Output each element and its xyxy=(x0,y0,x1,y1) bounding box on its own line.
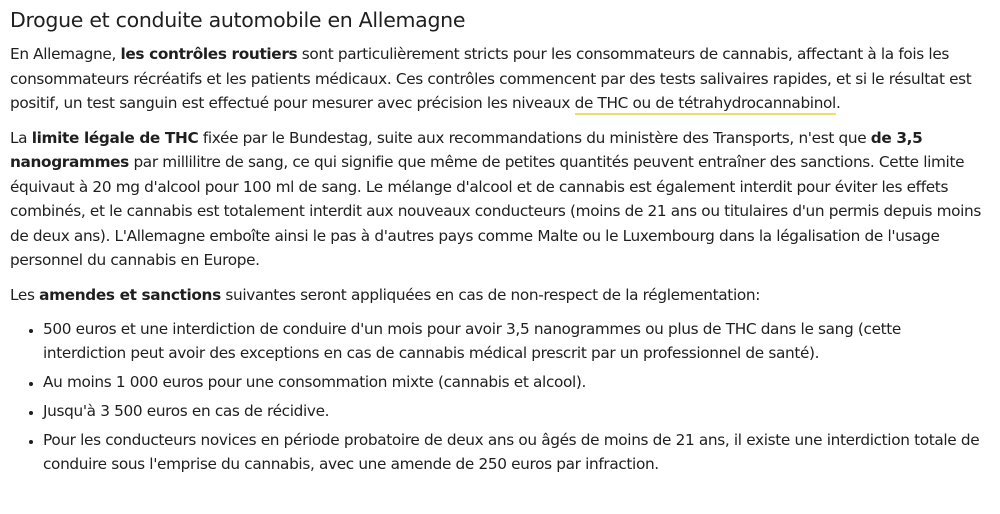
list-item: • 500 euros et une interdiction de conduire d'un mois pour avoir 3,5 nanogrammes ou plus de THC dans le sang (cette interdiction peut avoir des exceptions en cas de cannabis médical prescrit par un professionnel de santé). xyxy=(43,317,982,365)
list-item: • Pour les conducteurs novices en période probatoire de deux ans ou âgés de moins de 21 ans, il existe une interdiction totale de conduire sous l'emprise du cannabis, avec une amende de 250 euros par infraction. xyxy=(43,428,982,476)
text-run: fixée par le Bundestag, suite aux recommandations du ministère des Transports, n'est que xyxy=(198,128,871,147)
list-item: • Jusqu'à 3 500 euros en cas de récidive. xyxy=(43,399,982,423)
paragraph-thc-limit xyxy=(10,126,982,273)
article-heading: Drogue et conduite automobile en Allemagne xyxy=(10,8,466,32)
text-run: suivantes seront appliquées en cas de non-respect de la réglementation: xyxy=(220,285,761,304)
fines-list xyxy=(10,317,982,476)
text-run: En Allemagne, xyxy=(10,45,121,63)
text-run: . xyxy=(835,94,841,112)
list-item: • Au moins 1 000 euros pour une consommation mixte (cannabis et alcool). xyxy=(43,370,982,394)
text-run: Les xyxy=(10,285,40,304)
bold-fines: amendes et sanctions xyxy=(39,285,221,304)
bold-thc-limit: limite légale de THC xyxy=(31,128,199,147)
text-run: sont particulièrement stricts pour les consommateurs de cannabis, affectant à la fois les consommateurs récréatifs et les patients médicaux. Ces contrôles commencent par des tests salivaires rapides, et si le résultat est positif, un test sanguin est effectué pour mesurer avec précision les niveaux xyxy=(10,45,972,112)
bold-road-checks: les contrôles routiers xyxy=(120,45,298,63)
paragraph-fines-intro xyxy=(10,283,982,308)
thc-link[interactable]: de THC ou de tétrahydrocannabinol xyxy=(575,94,836,115)
text-run: La xyxy=(10,128,32,147)
bold-nanograms: de 3,5 nanogrammes xyxy=(10,128,923,171)
paragraph-road-checks xyxy=(10,42,982,116)
text-run: par millilitre de sang, ce qui signifie que même de petites quantités peuvent entraîner des sanctions. Cette limite équivaut à 20 mg d'alcool pour 100 ml de sang. Le mélange d'alcool et de cannabis est également interdit pour éviter les effets combinés, et le cannabis est totalement interdit aux nouveaux conducteurs (moins de 21 ans ou titulaires d'un permis depuis moins de deux ans). L'Allemagne emboîte ainsi le pas à d'autres pays comme Malte ou le Luxembourg dans la légalisation de l'usage personnel du cannabis en Europe. xyxy=(10,153,982,269)
